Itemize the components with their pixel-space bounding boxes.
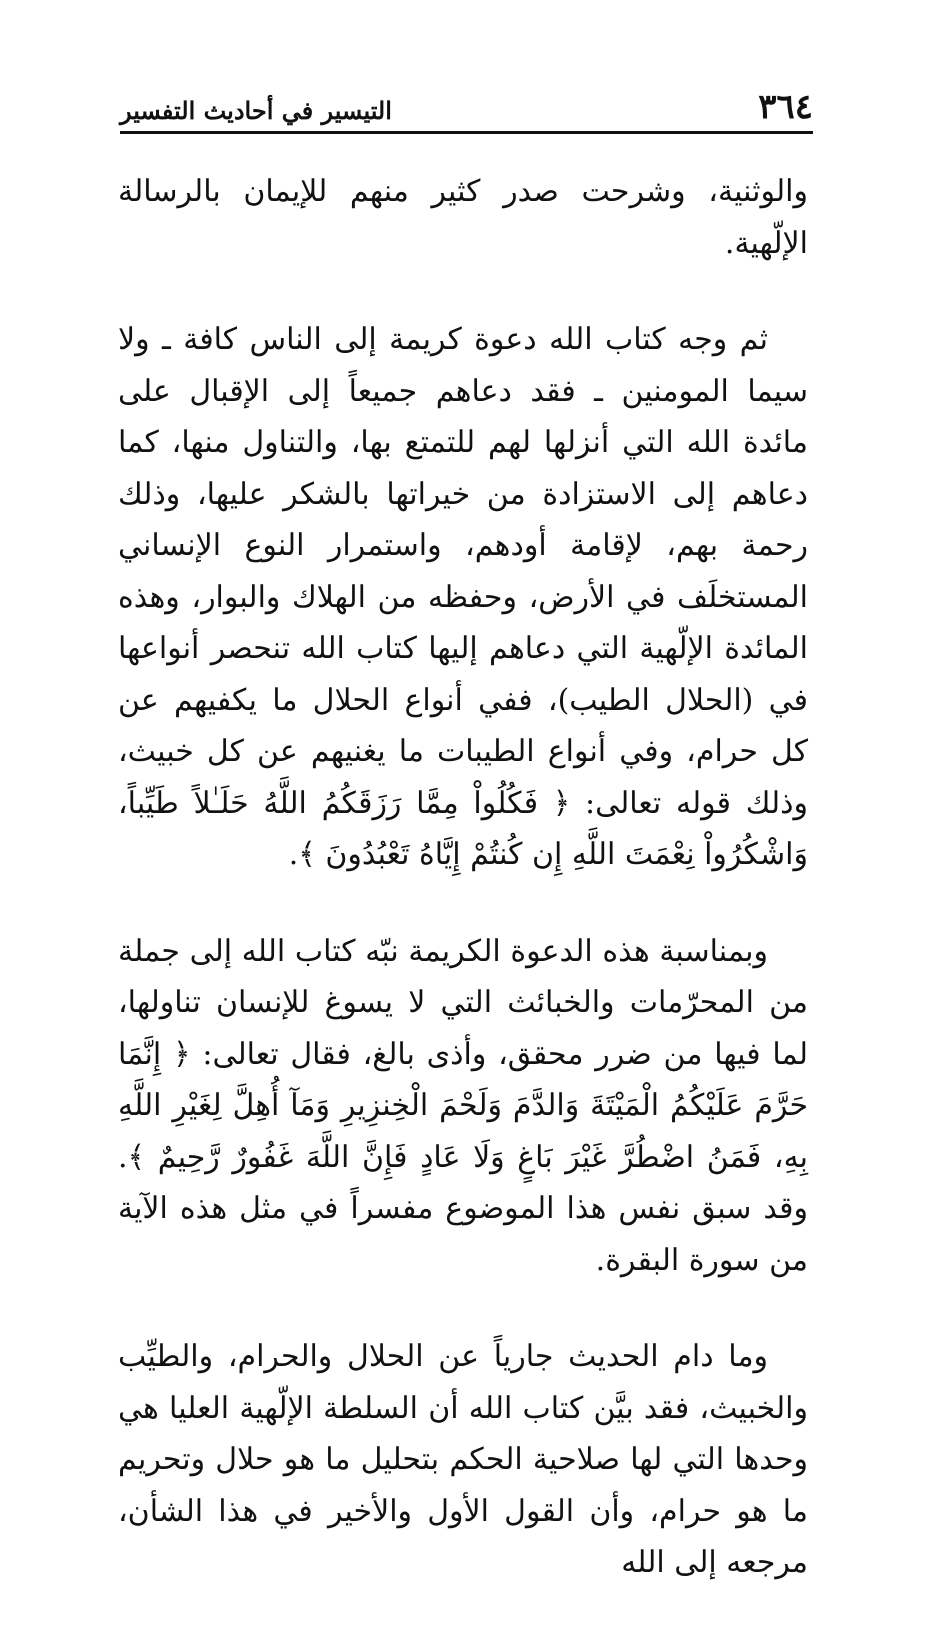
running-header — [120, 87, 813, 130]
paragraph-4 — [118, 1331, 808, 1589]
paragraph-text: ثم وجه كتاب الله دعوة كريمة إلى الناس كافة ـ ولا سيما المومنين ـ فقد دعاهم جميعاً إلى الإقبال على مائدة الله التي أنزلها لهم للتمتع بها، والتناول منها، كما دعاهم إلى الاستزادة من خيراتها بالشكر عليها، وذلك رحمة بهم، لإقامة أودهم، واستمرار النوع الإنساني المستخلَف في الأرض، وحفظه من الهلاك والبوار، وهذه المائدة الإلّهية التي دعاهم إليها كتاب الله تنحصر أنواعها في (الحلال الطيب)، ففي أنواع الحلال ما يكفيهم عن كل حرام، وفي أنواع الطيبات ما يغنيهم عن كل خبيث، وذلك قوله تعالى: — [118, 322, 808, 821]
paragraph-text: والوثنية، وشرحت صدر كثير منهم للإيمان بالرسالة الإلّهية. — [118, 174, 808, 261]
paragraph-2 — [118, 314, 808, 881]
book-title: التيسير في أحاديث التفسير — [120, 96, 392, 125]
quran-verse: ﴿ فَكُلُواْ مِمَّا رَزَقَكُمُ اللَّهُ حَلَـٰلاً طَيِّباً، وَاشْكُرُواْ نِعْمَتَ اللَّهِ إِن كُنتُمْ إِيَّاهُ تَعْبُدُونَ ﴾ — [118, 785, 808, 872]
paragraph-1 — [118, 166, 808, 269]
paragraph-text-end: . — [288, 837, 299, 872]
header-divider — [120, 131, 813, 134]
page-body — [118, 166, 808, 1634]
quran-verse: ﴿ إِنَّمَا حَرَّمَ عَلَيْكُمُ الْمَيْتَةَ وَالدَّمَ وَلَحْمَ الْخِنزِيرِ وَمَآ أُهِلَّ لِغَيْرِ اللَّهِ بِهِ، فَمَنُ اضْطُرَّ غَيْرَ بَاغٍ وَلَا عَادٍ فَإِنَّ اللَّهَ غَفُورٌ رَّحِيمٌ ﴾ — [118, 1036, 808, 1175]
paragraph-text-end: . وقد سبق نفس هذا الموضوع مفسراً في مثل هذه الآية من سورة البقرة. — [118, 1139, 808, 1278]
page-number: ٣٦٤ — [758, 87, 813, 127]
paragraph-text: وما دام الحديث جارياً عن الحلال والحرام، والطيِّب والخبيث، فقد بيَّن كتاب الله أن السلطة الإلّهية العليا هي وحدها التي لها صلاحية الحكم بتحليل ما هو حلال وتحريم ما هو حرام، وأن القول الأول والأخير في هذا الشأن، مرجعه إلى الله — [118, 1339, 808, 1580]
paragraph-text: وبمناسبة هذه الدعوة الكريمة نبّه كتاب الله إلى جملة من المحرّمات والخبائث التي لا يسوغ للإنسان تناولها، لما فيها من ضرر محقق، وأذى بالغ، فقال تعالى: — [118, 933, 808, 1072]
paragraph-3 — [118, 926, 808, 1287]
